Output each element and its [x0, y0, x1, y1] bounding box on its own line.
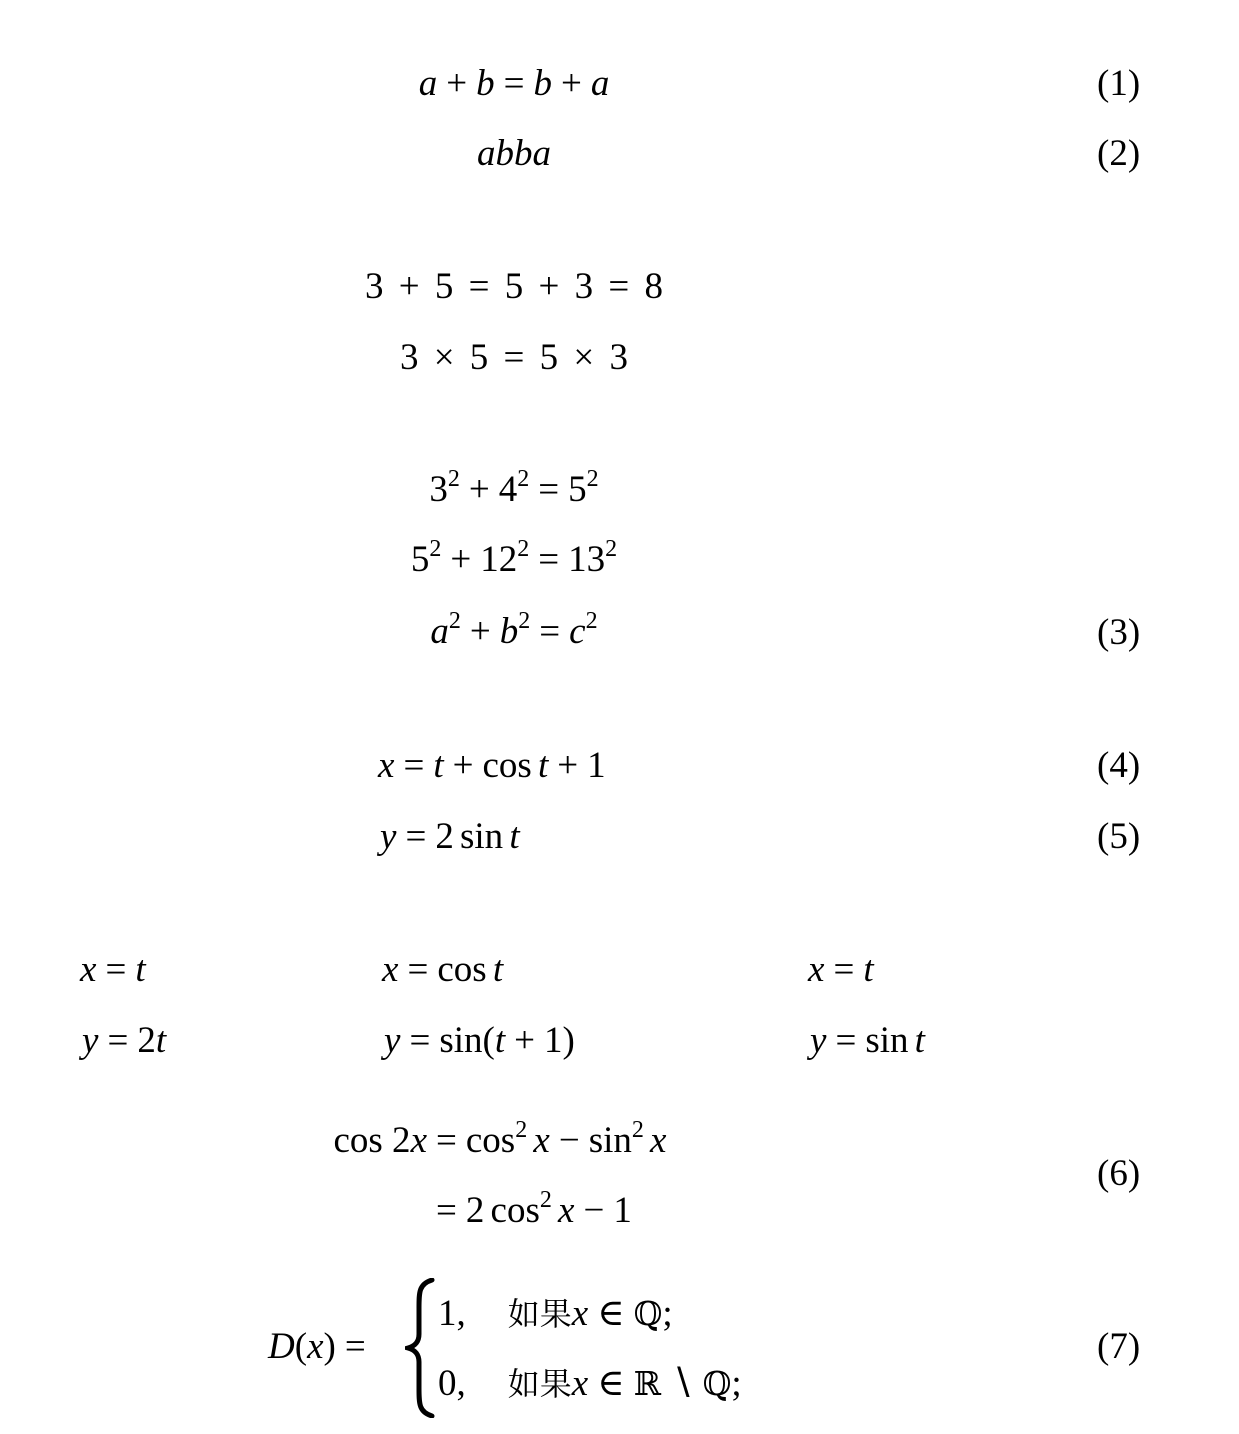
col1-x-equation [80, 950, 146, 990]
equals: = [409, 1020, 431, 1061]
case-1 [438, 1294, 673, 1334]
exponent: 2 [515, 1117, 528, 1143]
equation-number-4: (4) [1097, 745, 1141, 786]
equation-2 [477, 134, 551, 174]
rationals-set: ℚ [633, 1294, 663, 1333]
equation-1 [419, 64, 610, 104]
equation-number-6: (6) [1097, 1153, 1141, 1194]
var-b: b [499, 611, 519, 652]
var-y: y [380, 816, 397, 857]
equation-product-commutative: 3 × 5 = 5 × 3 [399, 337, 629, 378]
var-x: x [650, 1120, 667, 1161]
var-t: t [914, 1020, 925, 1061]
rationals-set: ℚ [702, 1364, 732, 1403]
term: 3 [429, 469, 448, 510]
plus: + [514, 1020, 535, 1061]
exponent: 2 [517, 536, 530, 562]
equals: = [436, 1120, 457, 1161]
var-y: y [82, 1020, 99, 1061]
equals: = [833, 949, 855, 990]
cos-fn: cos [482, 745, 532, 786]
function-D: D [268, 1326, 295, 1367]
minus: − [583, 1190, 605, 1231]
term: 5 [568, 469, 587, 510]
exponent: 2 [517, 466, 530, 492]
case-value: 0, [438, 1363, 466, 1404]
var-t: t [509, 816, 520, 857]
var-t: t [537, 745, 549, 786]
equals: = [403, 745, 425, 786]
var-t: t [494, 1020, 506, 1061]
cos-fn: cos [437, 949, 487, 990]
plus: + [557, 745, 579, 786]
equation-number-2: (2) [1097, 133, 1141, 174]
case-2 [438, 1364, 742, 1404]
term: 13 [568, 539, 606, 580]
cos-fn: cos [490, 1190, 540, 1231]
constant: 2 [137, 1020, 156, 1061]
plus: + [450, 539, 472, 580]
constant: 1) [543, 1020, 575, 1061]
equals: = [539, 611, 561, 652]
equation-5 [380, 817, 520, 857]
condition-text: 如果 [507, 1295, 572, 1333]
term: 5 [410, 539, 430, 580]
equation-number-7: (7) [1097, 1326, 1141, 1367]
sin-fn: sin( [439, 1020, 495, 1061]
equation-sum-commutative: 3 + 5 = 5 + 3 = 8 [365, 266, 663, 307]
var-x: x [410, 1120, 427, 1161]
paren-open: ( [294, 1326, 308, 1367]
constant: 2 [465, 1190, 485, 1231]
exponent: 2 [585, 608, 598, 634]
col2-y-equation [384, 1021, 575, 1061]
var-c: c [569, 611, 586, 652]
plus: + [469, 611, 491, 652]
var-x: x [533, 1120, 550, 1161]
constant: 2 [435, 816, 454, 857]
plus: + [560, 63, 582, 104]
var-x: x [571, 1293, 589, 1334]
var-x: x [80, 949, 97, 990]
exponent: 2 [631, 1117, 644, 1143]
exponent: 2 [447, 466, 460, 492]
equation-number-3: (3) [1097, 612, 1141, 653]
equation-number-5: (5) [1097, 816, 1141, 857]
equals: = [503, 63, 525, 104]
equation-7-lhs [268, 1327, 375, 1367]
equation-pythagorean-5-12-13 [410, 536, 618, 580]
constant: 1 [587, 745, 606, 786]
equals: = [405, 816, 427, 857]
condition-text: 如果 [507, 1365, 572, 1403]
var-b: b [533, 63, 552, 104]
col1-y-equation [82, 1021, 166, 1061]
cos-fn: cos 2 [333, 1120, 411, 1161]
var-y: y [384, 1020, 401, 1061]
equation-3 [430, 608, 598, 652]
element-of: ∈ [597, 1363, 625, 1404]
equation-6-line1 [427, 1117, 667, 1161]
exponent: 2 [448, 608, 461, 634]
equals: = [105, 949, 127, 990]
var-x: x [558, 1190, 575, 1231]
equation-number-1: (1) [1097, 63, 1141, 104]
left-brace-icon [405, 1278, 435, 1418]
reals-set: ℝ [633, 1364, 662, 1403]
col2-x-equation [382, 950, 503, 990]
exponent: 2 [429, 536, 442, 562]
case-value: 1, [438, 1293, 466, 1334]
plus: + [452, 745, 474, 786]
var-a: a [590, 63, 610, 104]
var-t: t [492, 949, 504, 990]
plus: + [446, 63, 468, 104]
var-t: t [433, 745, 444, 786]
equals: = [538, 539, 560, 580]
paren-close: ) [323, 1326, 336, 1367]
equation-6-line2 [427, 1187, 632, 1231]
var-x: x [307, 1326, 324, 1367]
var-x: x [571, 1363, 589, 1404]
equation-6-lhs [333, 1121, 427, 1161]
equation-4 [378, 746, 606, 786]
var-a: a [418, 63, 438, 104]
cos-fn: cos [465, 1120, 516, 1161]
set-minus: ∖ [670, 1363, 694, 1404]
equals: = [407, 949, 429, 990]
exponent: 2 [605, 536, 618, 562]
equals: = [107, 1020, 129, 1061]
equals: = [344, 1326, 366, 1367]
term: 4 [498, 469, 518, 510]
var-x: x [378, 745, 395, 786]
constant: 1 [613, 1190, 632, 1231]
minus: − [558, 1120, 580, 1161]
exponent: 2 [539, 1187, 552, 1213]
var-y: y [810, 1020, 827, 1061]
col3-x-equation [808, 950, 874, 990]
var-t: t [135, 949, 146, 990]
term: 12 [480, 539, 518, 580]
equation-pythagorean-3-4-5 [429, 466, 599, 510]
var-x: x [382, 949, 399, 990]
col3-y-equation [810, 1021, 925, 1061]
var-abba: abba [477, 133, 551, 174]
var-t: t [863, 949, 874, 990]
equals: = [835, 1020, 857, 1061]
plus: + [468, 469, 490, 510]
sin-fn: sin [865, 1020, 909, 1061]
exponent: 2 [518, 608, 531, 634]
var-b: b [476, 63, 495, 104]
element-of: ∈ [597, 1293, 625, 1334]
var-t: t [155, 1020, 167, 1061]
semicolon: ; [731, 1363, 742, 1404]
sin-fn: sin [588, 1120, 632, 1161]
exponent: 2 [586, 466, 599, 492]
sin-fn: sin [459, 816, 504, 857]
var-x: x [808, 949, 825, 990]
equals: = [538, 469, 560, 510]
equals: = [436, 1190, 457, 1231]
var-a: a [430, 611, 449, 652]
semicolon: ; [662, 1293, 673, 1334]
